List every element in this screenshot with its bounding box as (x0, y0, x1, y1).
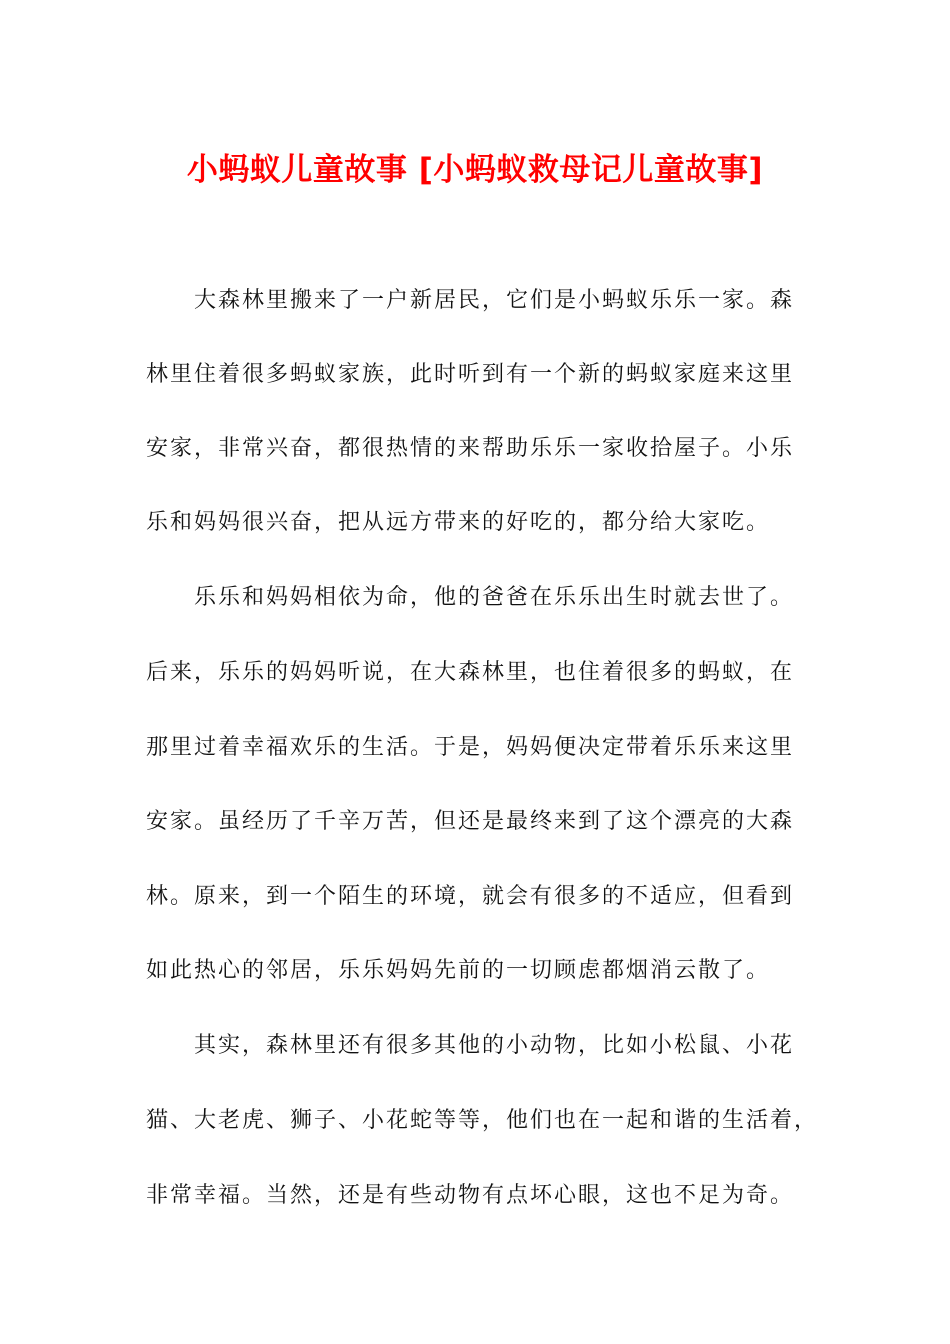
text-line: 后来，乐乐的妈妈听说，在大森林里，也住着很多的蚂蚁，在 (146, 660, 795, 685)
text-line: 非常幸福。当然，还是有些动物有点坏心眼，这也不足为奇。 (146, 1183, 795, 1208)
text-line: 乐和妈妈很兴奋，把从远方带来的好吃的，都分给大家吃。 (146, 510, 771, 535)
text-line: 林。原来，到一个陌生的环境，就会有很多的不适应，但看到 (146, 884, 795, 909)
text-line: 安家，非常兴奋，都很热情的来帮助乐乐一家收拾屋子。小乐 (146, 436, 795, 461)
text-line: 林里住着很多蚂蚁家族，此时听到有一个新的蚂蚁家庭来这里 (146, 362, 795, 387)
text-line: 其实，森林里还有很多其他的小动物，比如小松鼠、小花 (194, 1033, 795, 1058)
text-line: 如此热心的邻居，乐乐妈妈先前的一切顾虑都烟消云散了。 (146, 958, 771, 983)
text-line: 安家。虽经历了千辛万苦，但还是最终来到了这个漂亮的大森 (146, 809, 795, 834)
text-line: 大森林里搬来了一户新居民，它们是小蚂蚁乐乐一家。森 (194, 288, 795, 313)
text-line: 猫、大老虎、狮子、小花蛇等等，他们也在一起和谐的生活着， (146, 1108, 819, 1133)
text-line: 那里过着幸福欢乐的生活。于是，妈妈便决定带着乐乐来这里 (146, 735, 795, 760)
text-line: 乐乐和妈妈相依为命，他的爸爸在乐乐出生时就去世了。 (194, 585, 795, 610)
document-title: 小蚂蚁儿童故事 [小蚂蚁救母记儿童故事] (186, 152, 764, 188)
